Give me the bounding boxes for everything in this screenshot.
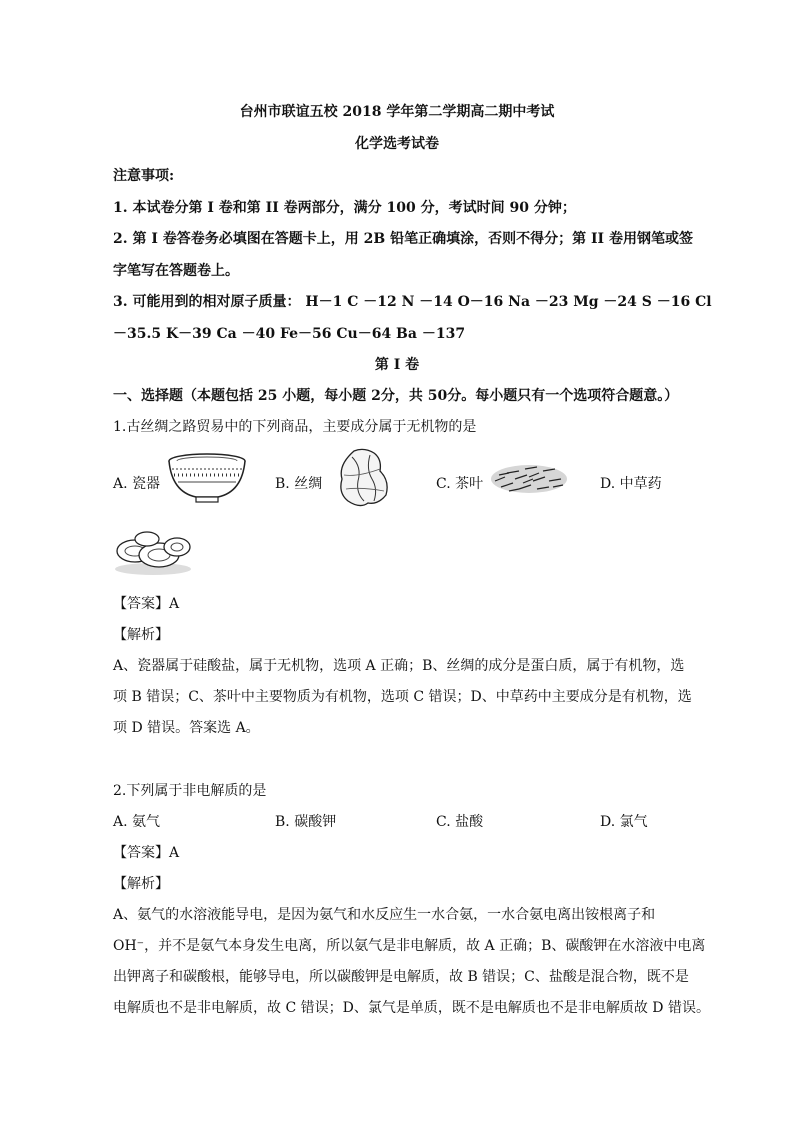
notice-item-3a: 3. 可能用到的相对原子质量： H－1 C －12 N －14 O－16 Na －23 Mg －24 S －16 Cl (113, 294, 712, 310)
q2-option-a: A. 氨气 (113, 814, 161, 830)
q1-answer: 【答案】A (113, 596, 180, 612)
q1-stem: 1.古丝绸之路贸易中的下列商品，主要成分属于无机物的是 (113, 419, 477, 435)
q2-analysis-label: 【解析】 (113, 876, 169, 892)
silk-scarf-icon (334, 447, 392, 509)
q1-analysis-line-1: A、瓷器属于硅酸盐，属于无机物，选项 A 正确；B、丝绸的成分是蛋白质，属于有机物，选 (113, 658, 685, 674)
porcelain-bowl-icon (166, 452, 248, 506)
q1-analysis-line-3: 项 D 错误。答案选 A。 (113, 720, 260, 736)
tea-leaves-icon (489, 457, 569, 497)
herbal-medicine-icon (113, 525, 193, 577)
q2-analysis-line-3: 出钾离子和碳酸根，能够导电，所以碳酸钾是电解质，故 B 错误；C、盐酸是混合物，既不是 (113, 969, 689, 985)
exam-title: 台州市联谊五校 2018 学年第二学期高二期中考试 (239, 104, 555, 120)
exam-subtitle: 化学选考试卷 (355, 136, 439, 152)
notice-item-2b: 字笔写在答题卷上。 (113, 263, 239, 279)
q1-option-d: D. 中草药 (600, 476, 662, 492)
q2-option-b: B. 碳酸钾 (275, 814, 337, 830)
notice-item-1: 1. 本试卷分第 I 卷和第 II 卷两部分，满分 100 分，考试时间 90 分钟； (113, 200, 576, 216)
q2-analysis-line-4: 电解质也不是非电解质，故 C 错误；D、氯气是单质，既不是电解质也不是非电解质故 D 错误。 (113, 1000, 710, 1016)
q2-option-d: D. 氯气 (600, 814, 648, 830)
notice-item-3b: －35.5 K－39 Ca －40 Fe－56 Cu－64 Ba －137 (113, 326, 466, 342)
volume-heading: 第 I 卷 (374, 357, 420, 373)
q1-analysis-label: 【解析】 (113, 627, 169, 643)
q1-option-b: B. 丝绸 (275, 476, 323, 492)
q1-option-c: C. 茶叶 (436, 476, 484, 492)
q1-option-a: A. 瓷器 (113, 476, 161, 492)
q2-analysis-line-1: A、氨气的水溶液能导电，是因为氨气和水反应生一水合氨，一水合氨电离出铵根离子和 (113, 907, 656, 923)
notice-item-2a: 2. 第 I 卷答卷务必填图在答题卡上，用 2B 铅笔正确填涂，否则不得分；第 II 卷用钢笔或签 (113, 231, 693, 247)
section-heading: 一、选择题（本题包括 25 小题，每小题 2分，共 50分。每小题只有一个选项符合题意。） (113, 388, 679, 404)
q2-analysis-line-2: OH⁻，并不是氨气本身发生电离，所以氨气是非电解质，故 A 正确；B、碳酸钾在水溶液中电离 (113, 938, 706, 954)
q2-answer: 【答案】A (113, 845, 180, 861)
q2-option-c: C. 盐酸 (436, 814, 484, 830)
q2-stem: 2.下列属于非电解质的是 (113, 783, 267, 799)
notice-heading: 注意事项: (113, 168, 175, 184)
q1-analysis-line-2: 项 B 错误；C、茶叶中主要物质为有机物，选项 C 错误；D、中草药中主要成分是有机物，选 (113, 689, 692, 705)
